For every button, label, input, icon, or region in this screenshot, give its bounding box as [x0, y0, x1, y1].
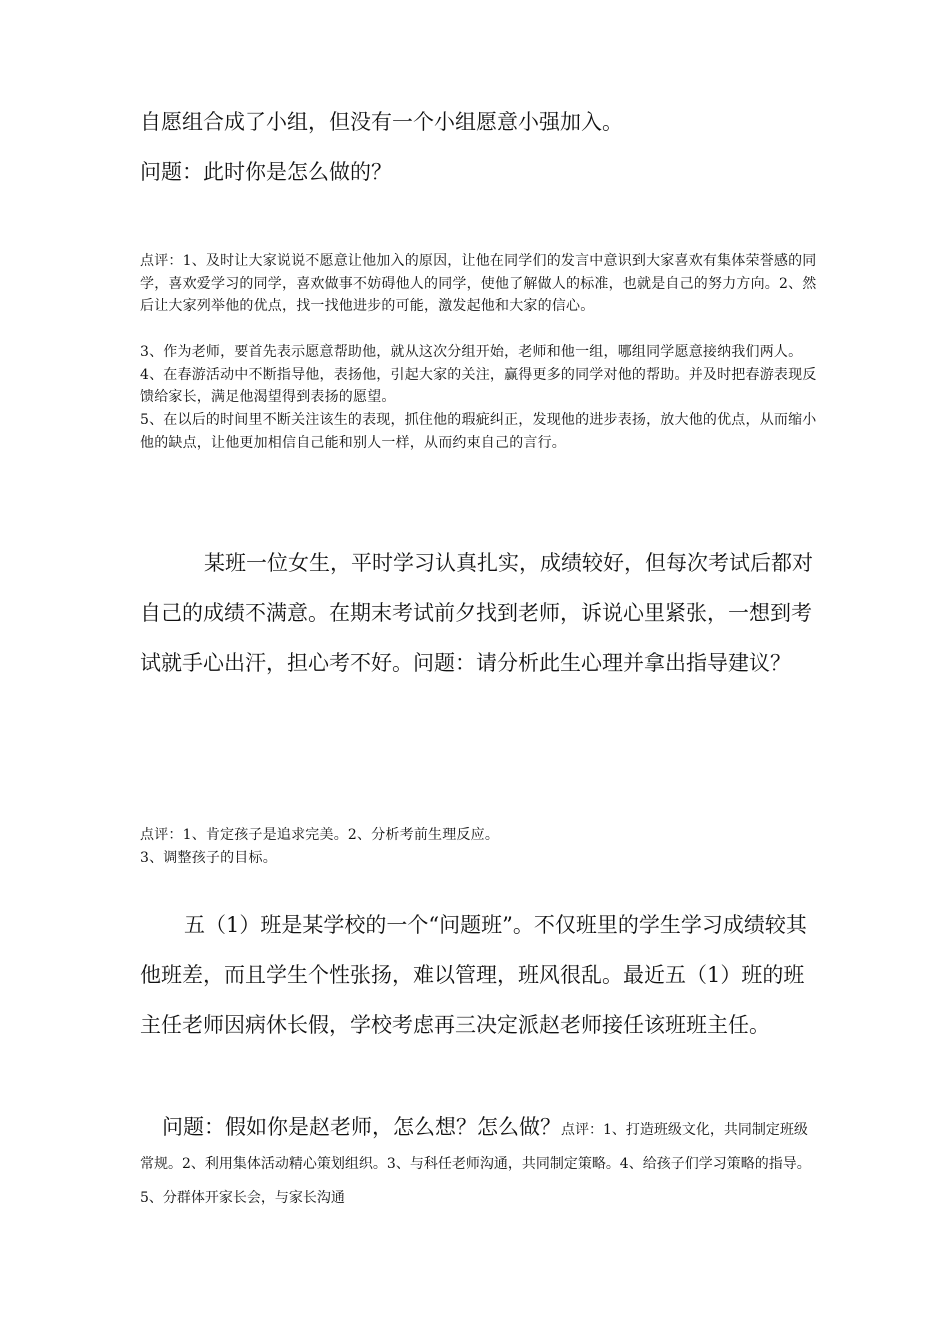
case3-question-block: [140, 1110, 820, 1212]
case3-comment: 点评：1、打造班级文化，共同制定班级常规。2、利用集体活动精心策划组织。3、与科任老师沟通，共同制定策略。4、给孩子们学习策略的指导。5、分群体开家长会，与家长沟通: [140, 1122, 811, 1206]
case2-comment-part1: 点评：1、肯定孩子是追求完美。2、分析考前生理反应。: [140, 827, 500, 843]
case1-intro-line: 自愿组合成了小组，但没有一个小组愿意小强加入。: [140, 110, 623, 134]
case1-comment-part1: 点评：1、及时让大家说说不愿意让他加入的原因，让他在同学们的发言中意识到大家喜欢有集体荣誉感的同学，喜欢爱学习的同学，喜欢做事不妨碍他人的同学，使他了解做人的标准，也就是自己的努力方向。2、然后让大家列举他的优点，找一找他进步的可能，激发起他和大家的信心。: [140, 253, 817, 315]
case3-paragraph: 五（1）班是某学校的一个“问题班”。不仅班里的学生学习成绩较其他班差，而且学生个性张扬，难以管理，班风很乱。最近五（1）班的班主任老师因病休长假，学校考虑再三决定派赵老师接任该班班主任。: [140, 913, 807, 1037]
case2-comment-part2: 3、调整孩子的目标。: [140, 850, 277, 866]
case1-question: 问题：此时你是怎么做的？: [140, 160, 392, 184]
case1-comment-part2: 3、作为老师，要首先表示愿意帮助他，就从这次分组开始，老师和他一组，哪组同学愿意接纳我们两人。4、在春游活动中不断指导他，表扬他，引起大家的关注，赢得更多的同学对他的帮助。并及时把春游表现反馈给家长，满足他渴望得到表扬的愿望。: [140, 344, 817, 406]
case1-comment-part3: 5、在以后的时间里不断关注该生的表现，抓住他的瑕疵纠正，发现他的进步表扬，放大他的优点，从而缩小他的缺点，让他更加相信自己能和别人一样，从而约束自己的言行。: [140, 412, 817, 451]
case2-paragraph: 某班一位女生，平时学习认真扎实，成绩较好，但每次考试后都对自己的成绩不满意。在期末考试前夕找到老师，诉说心里紧张，一想到考试就手心出汗，担心考不好。问题：请分析此生心理并拿出指导建议？: [140, 551, 813, 675]
case3-question: 问题：假如你是赵老师，怎么想？怎么做？: [162, 1115, 561, 1139]
